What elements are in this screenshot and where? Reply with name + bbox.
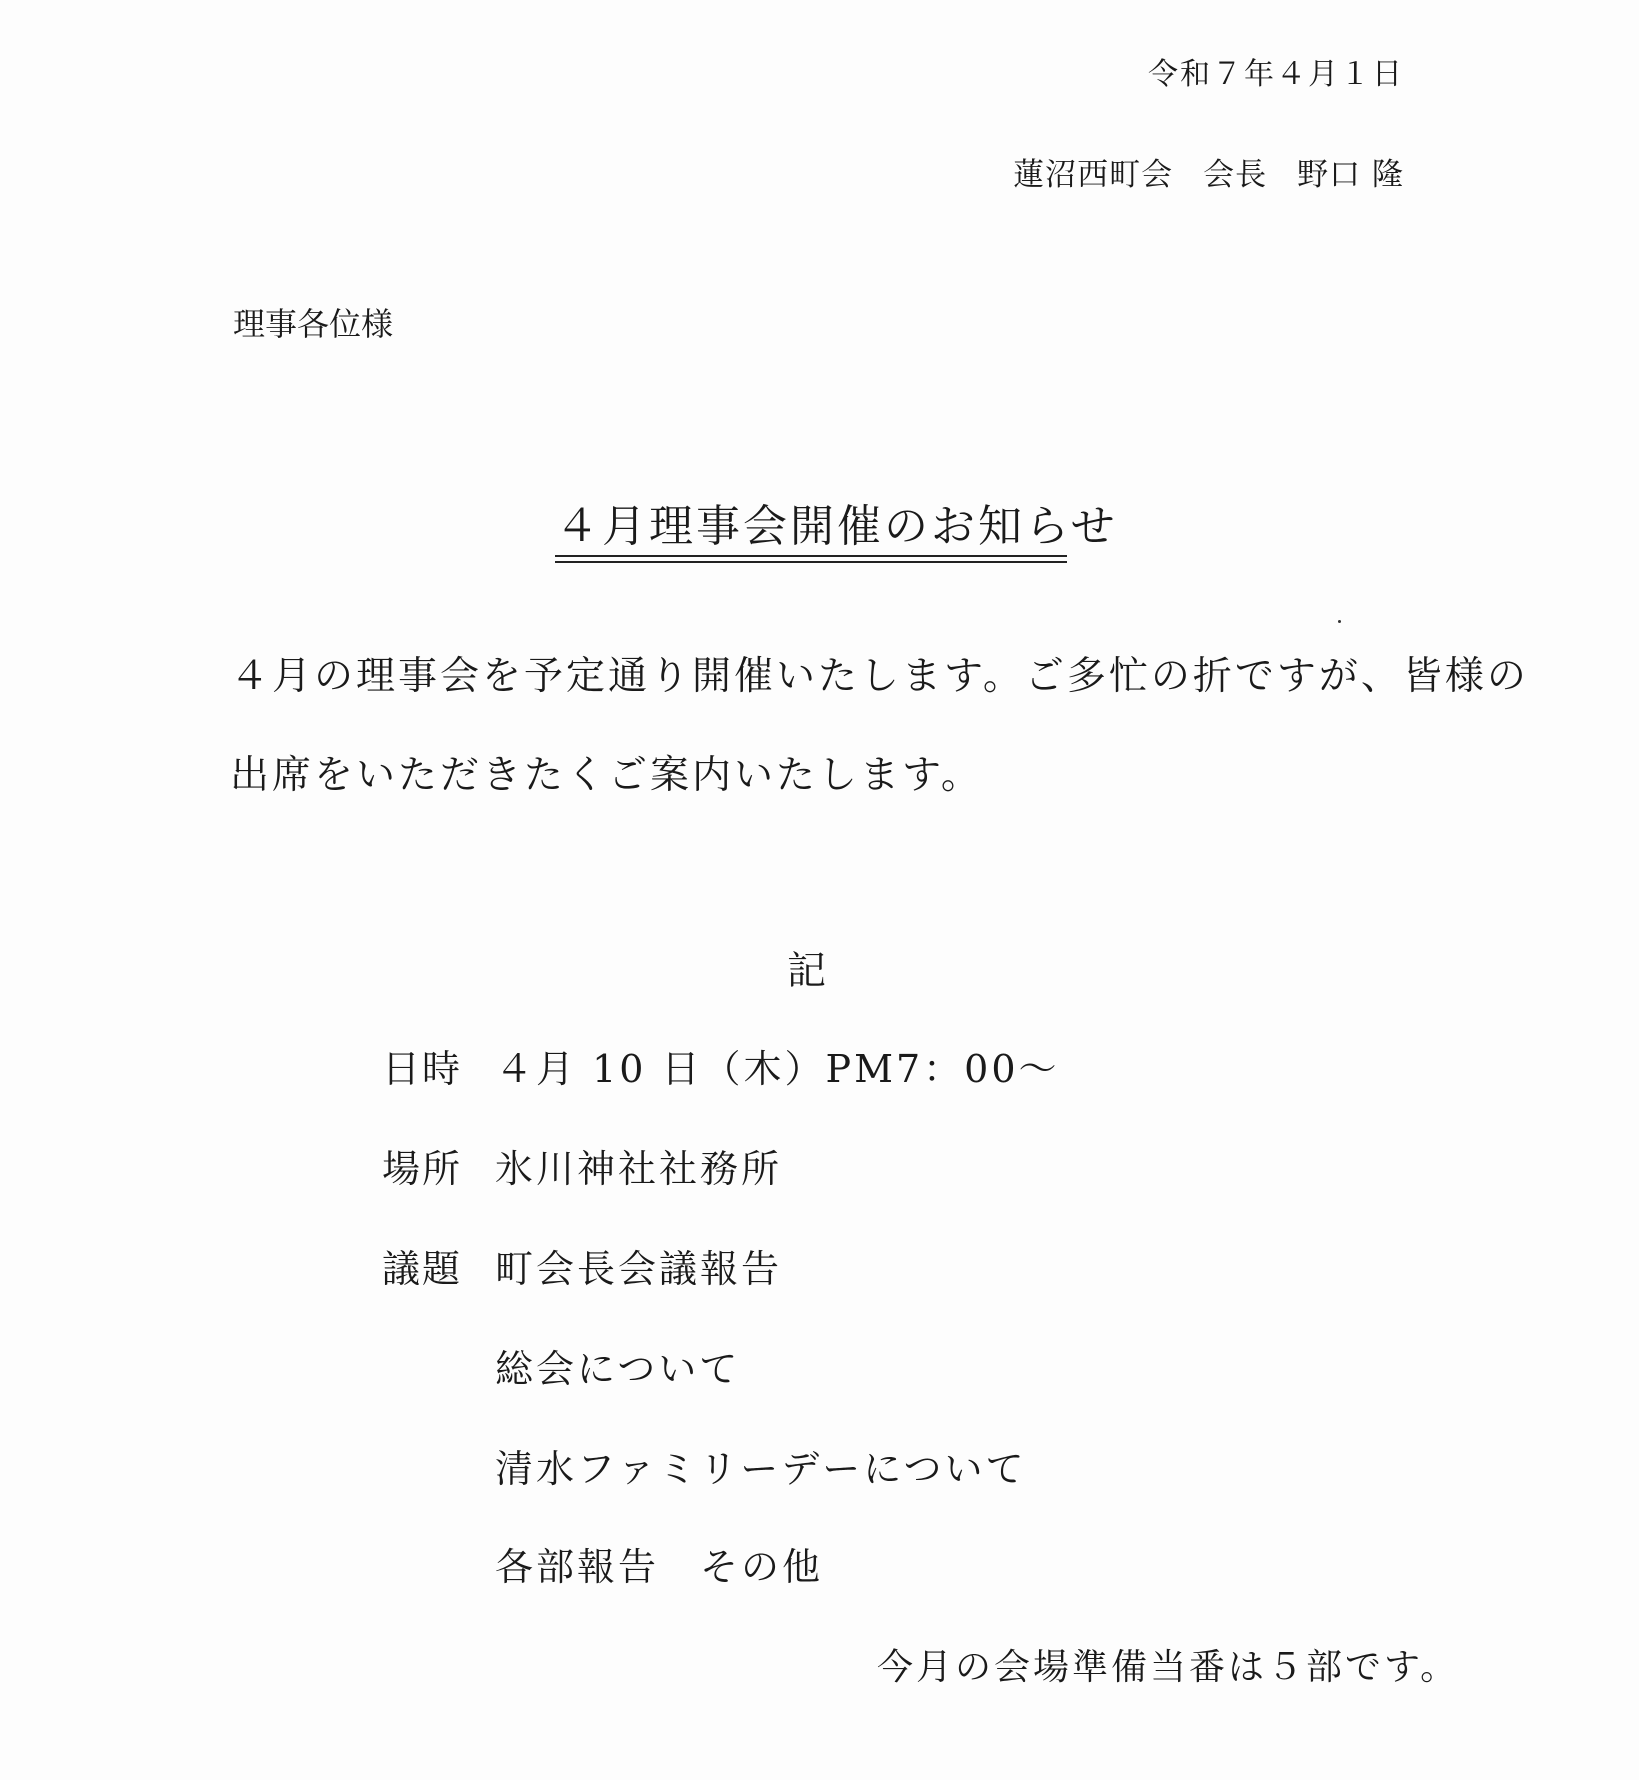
sender-line <box>1013 157 1404 193</box>
notice-title: ４月理事会開催のお知らせ <box>555 501 1118 552</box>
ki-heading: 記 <box>787 949 827 994</box>
agenda-item: 総会について <box>495 1347 741 1391</box>
document-date: 令和７年４月１日 <box>1148 57 1404 92</box>
title-underline-bottom <box>555 561 1067 563</box>
sender-title: 会長 <box>1203 157 1268 193</box>
place-value: 氷川神社社務所 <box>495 1147 783 1191</box>
footer-note: 今月の会場準備当番は５部です。 <box>877 1647 1460 1688</box>
datetime-value: ４月 10 日（木）PM7：00～ <box>495 1047 1060 1091</box>
body-paragraph-line-2: 出席をいただきたくご案内いたします。 <box>230 753 983 798</box>
agenda-item: 各部報告 その他 <box>495 1545 824 1589</box>
place-label: 場所 <box>382 1147 463 1191</box>
agenda-item: 清水ファミリーデーについて <box>495 1447 1027 1491</box>
agenda-label: 議題 <box>382 1247 463 1291</box>
addressee: 理事各位様 <box>233 305 394 343</box>
scan-speck <box>1338 620 1341 623</box>
agenda-item: 町会長会議報告 <box>495 1247 783 1291</box>
sender-org: 蓮沼西町会 <box>1013 157 1174 193</box>
title-underline-top <box>555 555 1067 557</box>
sender-name: 野口 隆 <box>1297 157 1404 193</box>
body-paragraph-line-1: ４月の理事会を予定通り開催いたします。ご多忙の折ですが、皆様の <box>230 654 1529 699</box>
datetime-label: 日時 <box>382 1047 463 1091</box>
